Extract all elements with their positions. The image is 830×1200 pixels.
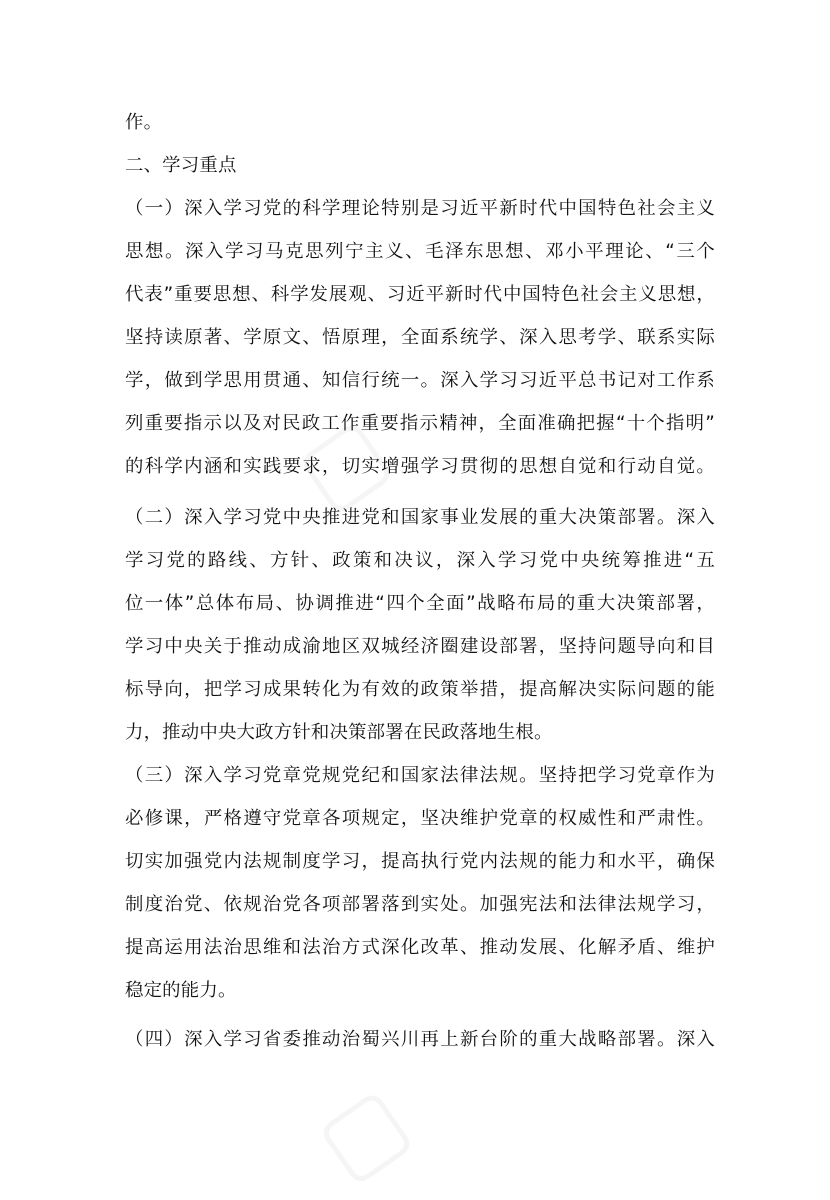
- watermark: [298, 1065, 428, 1200]
- body-text-line: 稳定的能力。: [125, 980, 237, 1001]
- body-text-line: 标导向，把学习成果转化为有效的政策举措，提高解决实际问题的能: [125, 679, 715, 700]
- body-text-line: 作。: [125, 112, 163, 133]
- body-text-line: 切实加强党内法规制度学习，提高执行党内法规的能力和水平，确保: [125, 851, 715, 872]
- body-text-line: （一）深入学习党的科学理论特别是习近平新时代中国特色社会主义: [125, 198, 715, 219]
- body-text-line: 学习中央关于推动成渝地区双城经济圈建设部署，坚持问题导向和目: [125, 636, 715, 657]
- body-text-line: 力，推动中央大政方针和决策部署在民政落地生根。: [125, 722, 553, 743]
- body-text-line: 位一体”总体布局、协调推进“四个全面”战略布局的重大决策部署，: [125, 593, 715, 614]
- body-text-line: 列重要指示以及对民政工作重要指示精神，全面准确把握“十个指明”: [125, 413, 715, 434]
- body-text-line: 学，做到学思用贯通、知信行统一。深入学习习近平总书记对工作系: [125, 370, 715, 391]
- body-text-line: 思想。深入学习马克思列宁主义、毛泽东思想、邓小平理论、“三个: [125, 241, 715, 262]
- body-text-line: （三）深入学习党章党规党纪和国家法律法规。坚持把学习党章作为: [125, 765, 715, 786]
- body-text-line: 代表”重要思想、科学发展观、习近平新时代中国特色社会主义思想，: [125, 284, 715, 305]
- body-text-line: 的科学内涵和实践要求，切实增强学习贯彻的思想自觉和行动自觉。: [125, 456, 715, 477]
- body-text-line: 必修课，严格遵守党章各项规定，坚决维护党章的权威性和严肃性。: [125, 808, 715, 829]
- body-text-line: 坚持读原著、学原文、悟原理，全面系统学、深入思考学、联系实际: [125, 327, 715, 348]
- body-text-line: 制度治党、依规治党各项部署落到实处。加强宪法和法律法规学习，: [125, 894, 715, 915]
- section-heading: 二、学习重点: [125, 155, 237, 176]
- body-text-line: 提高运用法治思维和法治方式深化改革、推动发展、化解矛盾、维护: [125, 937, 715, 958]
- body-text-line: 学习党的路线、方针、政策和决议，深入学习党中央统筹推进“五: [125, 550, 715, 571]
- body-text-line: （二）深入学习党中央推进党和国家事业发展的重大决策部署。深入: [125, 507, 715, 528]
- body-text-line: （四）深入学习省委推动治蜀兴川再上新台阶的重大战略部署。深入: [125, 1029, 715, 1050]
